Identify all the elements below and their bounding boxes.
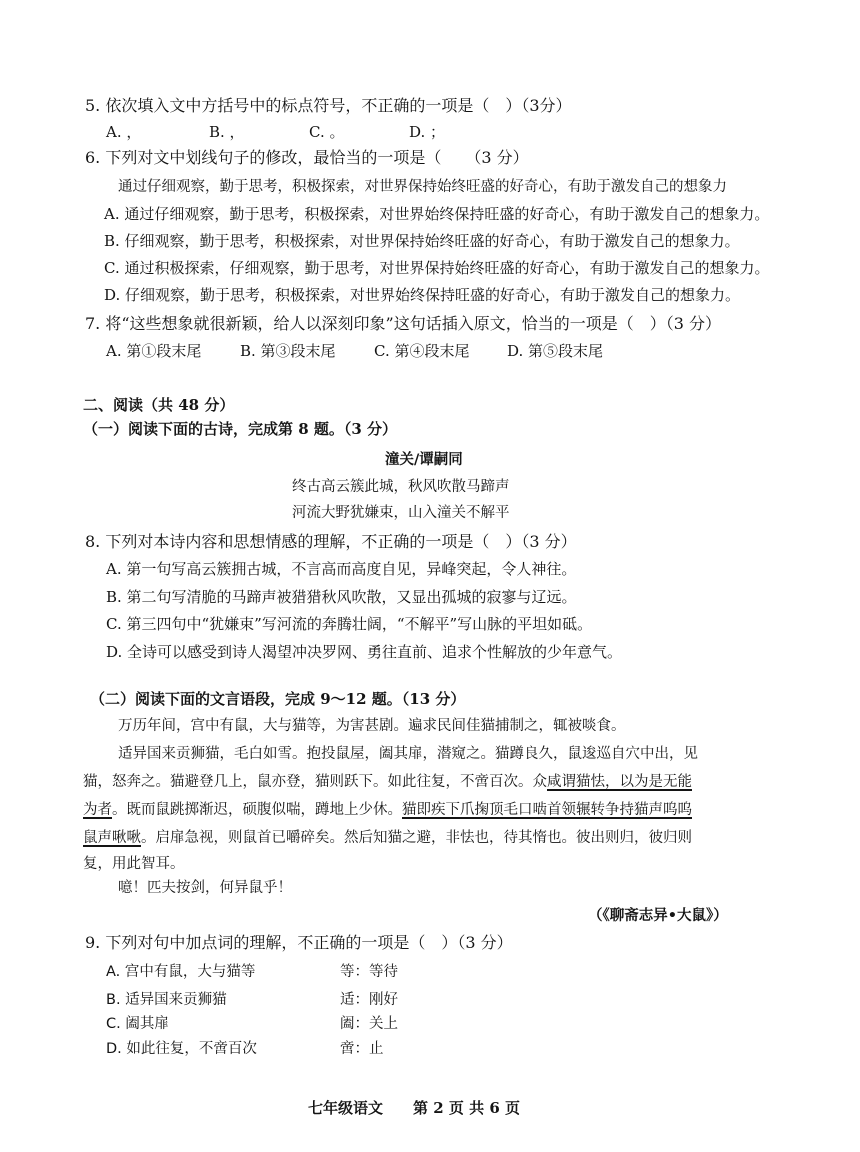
passage-line-2: 适异国来贡狮猫，毛白如雪。抱投鼠屋，阖其扉，潜窥之。猫蹲良久，鼠逡巡自穴中出，见 [118,746,698,762]
passage-line-4-text: 。既而鼠跳掷渐迟，硕腹似喘，蹲地上少休。 [112,802,402,818]
poem-line-2: 河流大野犹嫌束，山入潼关不解平 [292,505,510,521]
q8-stem: 8. 下列对本诗内容和思想情感的理解，不正确的一项是（ ）（3 分） [85,532,577,551]
part1-heading: （一）阅读下面的古诗，完成第 8 题。（3 分） [83,420,398,438]
q8-option-b: B. 第二句写清脆的马蹄声被猎猎秋风吹散，又显出孤城的寂寥与辽远。 [106,588,577,606]
q9-row-b-sentence: B. 适异国来贡狮猫 [106,992,227,1008]
passage-paragraph-3: 噫！匹夫按剑，何异鼠乎！ [118,880,292,896]
q9-row-d-sentence: D. 如此往复，不啻百次 [106,1041,257,1057]
q9-row-c-gloss: 阖：关上 [340,1016,398,1032]
underlined-phrase-2: 为者 [83,802,112,818]
q5-option-a: A. ， [106,123,142,141]
q9-row-d-gloss: 啻：止 [340,1041,384,1057]
q5-option-b: B. ， [209,123,245,141]
q5-stem: 5. 依次填入文中方括号中的标点符号，不正确的一项是（ ）（3分） [85,96,572,115]
q6-option-d: D. 仔细观察，勤于思考，积极探索，对世界始终保持旺盛的好奇心，有助于激发自己的想象力。 [104,286,741,304]
poem-title: 潼关/谭嗣同 [385,452,463,468]
q7-stem: 7. 将“这些想象就很新颖，给人以深刻印象”这句话插入原文，恰当的一项是（ ）（3 分） [85,314,721,333]
section-heading: 二、阅读（共 48 分） [83,396,235,414]
q9-row-c-sentence: C. 阖其扉 [106,1016,169,1032]
passage-line-3-text: 猫，怒奔之。猫避登几上，鼠亦登，猫则跃下。如此往复，不啻百次。众 [83,774,547,790]
page-footer: 七年级语文 第 2 页 共 6 页 [308,1099,520,1117]
poem-line-1: 终古高云簇此城，秋风吹散马蹄声 [292,479,510,495]
q7-option-d: D. 第⑤段末尾 [507,342,604,360]
passage-source: （《聊斋志异•大鼠》） [588,908,728,924]
passage-line-5 [83,826,692,847]
passage-line-3 [83,770,692,791]
q8-option-d: D. 全诗可以感受到诗人渴望冲决罗网、勇往直前、追求个性解放的少年意气。 [106,643,623,661]
q6-original-sentence: 通过仔细观察，勤于思考，积极探索，对世界保持始终旺盛的好奇心，有助于激发自己的想象力 [118,179,727,195]
underlined-unpunctuated-sentence: 猫即疾下爪掬顶毛口啮首领辗转争持猫声呜呜 [402,802,692,818]
q7-option-a: A. 第①段末尾 [106,342,202,360]
q6-option-a: A. 通过仔细观察，勤于思考，积极探索，对世界始终保持旺盛的好奇心，有助于激发自己的想象力。 [104,205,770,223]
passage-line-6: 复，用此智耳。 [83,856,185,872]
q9-stem: 9. 下列对句中加点词的理解，不正确的一项是（ ）（3 分） [85,933,513,952]
q5-option-c: C. 。 [309,123,345,141]
passage-paragraph-1: 万历年间，宫中有鼠，大与猫等，为害甚剧。遍求民间佳猫捕制之，辄被啖食。 [118,718,626,734]
passage-line-4 [83,798,692,819]
q7-option-c: C. 第④段末尾 [374,342,470,360]
q9-row-a-sentence: A. 宫中有鼠，大与猫等 [106,964,256,980]
q7-option-b: B. 第③段末尾 [240,342,336,360]
q6-stem: 6. 下列对文中划线句子的修改，最恰当的一项是（ （3 分） [85,148,529,167]
q6-option-c: C. 通过积极探索，仔细观察，勤于思考，对世界保持始终旺盛的好奇心，有助于激发自己的想象力。 [104,259,770,277]
part2-heading: （二）阅读下面的文言语段，完成 9～12 题。（13 分） [90,690,466,708]
q9-row-a-gloss: 等：等待 [340,964,398,980]
q8-option-c: C. 第三四句中“犹嫌束”写河流的奔腾壮阔，“不解平”写山脉的平坦如砥。 [106,615,593,633]
passage-line-5-text: 。启扉急视，则鼠首已嚼碎矣。然后知猫之避，非怯也，待其惰也。彼出则归，彼归则 [141,830,692,846]
q8-option-a: A. 第一句写高云簇拥古城，不言高而高度自见，异峰突起，令人神往。 [106,560,577,578]
q6-option-b: B. 仔细观察，勤于思考，积极探索，对世界保持始终旺盛的好奇心，有助于激发自己的想象力。 [104,232,740,250]
q9-row-b-gloss: 适：刚好 [340,992,398,1008]
q5-option-d: D. ； [409,123,446,141]
underlined-unpunctuated-sentence-end: 鼠声啾啾 [83,830,141,846]
underlined-phrase-1: 咸谓猫怯，以为是无能 [547,774,692,790]
